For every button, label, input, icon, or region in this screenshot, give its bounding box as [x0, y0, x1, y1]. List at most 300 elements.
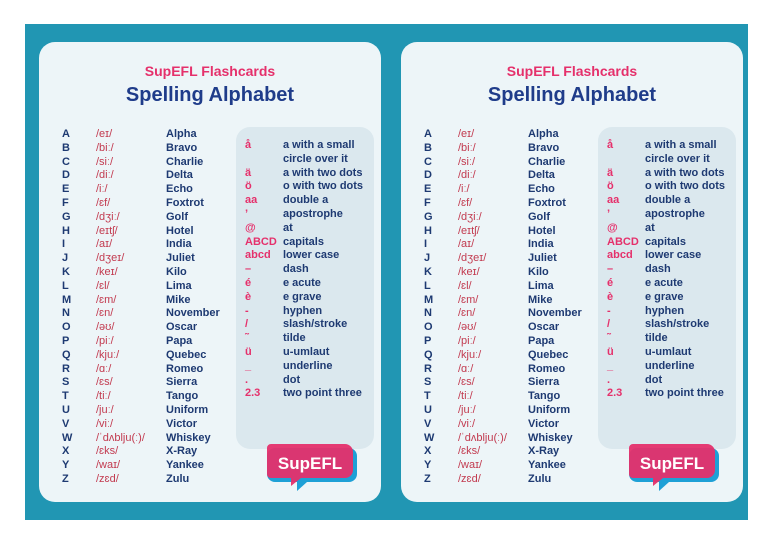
letter-cell: F — [424, 196, 431, 209]
symbol-cell: @ — [607, 221, 618, 234]
symbol-description: dot — [283, 373, 301, 386]
codeword-cell: X-Ray — [166, 445, 198, 458]
codeword-cell: Papa — [166, 334, 193, 347]
letter-cell: B — [62, 141, 70, 154]
phonetic-cell: /piː/ — [96, 334, 114, 347]
symbol-cell: aa — [607, 194, 620, 207]
symbol-cell: è — [245, 290, 252, 303]
symbol-description: tilde — [645, 332, 668, 345]
flashcard-left — [39, 42, 381, 502]
codeword-cell: India — [166, 238, 192, 251]
phonetic-cell: /eɪtʃ/ — [96, 224, 118, 237]
logo-text: SupEFL — [639, 454, 705, 473]
symbol-row — [607, 360, 737, 374]
alphabet-row — [424, 376, 594, 390]
phonetic-cell: /diː/ — [96, 169, 114, 182]
symbol-description: dash — [645, 263, 671, 276]
symbol-description: at — [645, 221, 655, 234]
symbols-list — [245, 139, 375, 401]
symbol-row — [245, 291, 375, 305]
codeword-cell: Victor — [528, 417, 559, 430]
codeword-cell: Lima — [528, 279, 554, 292]
symbol-description: apostrophe — [645, 207, 705, 220]
letter-cell: I — [62, 238, 66, 251]
letter-cell: D — [62, 169, 70, 182]
phonetic-cell: /ɛn/ — [96, 307, 114, 320]
alphabet-row — [424, 156, 594, 170]
phonetic-cell: /biː/ — [458, 141, 476, 154]
phonetic-cell: /dʒiː/ — [458, 210, 482, 223]
alphabet-row — [424, 211, 594, 225]
symbol-description: hyphen — [645, 304, 685, 317]
letter-cell: C — [424, 155, 432, 168]
codeword-cell: Yankee — [166, 459, 204, 472]
phonetic-cell: /viː/ — [96, 417, 114, 430]
symbol-row — [245, 318, 375, 332]
letter-cell: R — [62, 362, 70, 375]
symbol-row — [245, 305, 375, 319]
codeword-cell: Uniform — [528, 403, 571, 416]
alphabet-row — [62, 156, 232, 170]
phonetic-cell: /viː/ — [458, 417, 476, 430]
codeword-cell: Charlie — [528, 155, 566, 168]
codeword-cell: Alpha — [528, 128, 559, 140]
phonetic-cell: /biː/ — [96, 141, 114, 154]
codeword-cell: Kilo — [528, 265, 549, 278]
symbol-row — [245, 360, 375, 374]
symbol-row — [245, 194, 375, 208]
alphabet-row — [62, 307, 232, 321]
phonetic-cell: /ɛm/ — [458, 293, 479, 306]
symbol-row — [607, 291, 737, 305]
letter-cell: H — [424, 224, 432, 237]
phonetic-cell: /ɛf/ — [96, 196, 111, 209]
symbol-row — [245, 153, 375, 167]
letter-cell: M — [62, 293, 72, 306]
alphabet-row — [424, 294, 594, 308]
codeword-cell: Juliet — [166, 252, 195, 265]
symbol-description: circle over it — [283, 152, 348, 165]
symbol-description: lower case — [645, 249, 702, 262]
brand-label: SupEFL Flashcards — [144, 63, 276, 79]
codeword-cell: Delta — [528, 169, 555, 182]
phonetic-cell: /siː/ — [96, 155, 114, 168]
symbol-row — [607, 374, 737, 388]
alphabet-row — [62, 445, 232, 459]
phonetic-cell: /zɛd/ — [458, 472, 481, 485]
symbol-description: u-umlaut — [645, 345, 692, 358]
letter-cell: E — [62, 183, 70, 196]
symbol-cell: ABCD — [245, 235, 277, 248]
symbol-cell: ABCD — [607, 235, 639, 248]
codeword-cell: Uniform — [166, 403, 209, 416]
letter-cell: X — [62, 445, 70, 458]
letter-cell: W — [424, 431, 435, 444]
phonetic-cell: /eɪ/ — [458, 128, 475, 140]
letter-cell: E — [424, 183, 432, 196]
letter-cell: Z — [62, 472, 69, 485]
symbol-row — [607, 180, 737, 194]
letter-cell: I — [424, 238, 428, 251]
symbol-row — [245, 167, 375, 181]
symbol-description: a with a small — [645, 139, 717, 151]
symbol-description: e acute — [283, 276, 321, 289]
letter-cell: N — [424, 307, 432, 320]
symbol-cell: ü — [245, 345, 252, 358]
letter-cell: A — [424, 128, 432, 140]
symbol-cell: ˜ — [245, 332, 249, 345]
phonetic-cell: /ɑː/ — [458, 362, 474, 375]
codeword-cell: Sierra — [528, 376, 560, 389]
letter-cell: J — [424, 252, 431, 265]
phonetic-cell: /ɛs/ — [96, 376, 113, 389]
phonetic-cell: /juː/ — [96, 403, 114, 416]
symbol-cell: 2.3 — [245, 387, 261, 400]
letter-cell: W — [62, 431, 73, 444]
symbol-cell: - — [245, 304, 249, 317]
symbol-description: tilde — [283, 332, 306, 345]
symbol-cell: ö — [607, 180, 614, 193]
phonetic-cell: /aɪ/ — [458, 238, 475, 251]
symbol-description: two point three — [645, 387, 724, 400]
alphabet-row — [62, 294, 232, 308]
phonetic-cell: /ɛl/ — [458, 279, 472, 292]
symbol-description: at — [283, 221, 293, 234]
phonetic-cell: /siː/ — [458, 155, 476, 168]
symbol-cell: . — [245, 373, 249, 386]
letter-cell: Y — [424, 459, 432, 472]
alphabet-row — [424, 349, 594, 363]
letter-cell: D — [424, 169, 432, 182]
symbols-panel — [598, 127, 736, 449]
codeword-cell: Hotel — [166, 224, 194, 237]
codeword-cell: Whiskey — [528, 431, 573, 444]
alphabet-row — [62, 321, 232, 335]
letter-cell: T — [62, 390, 69, 403]
codeword-cell: India — [528, 238, 554, 251]
symbol-row — [607, 208, 737, 222]
codeword-cell: Alpha — [166, 128, 197, 140]
symbol-cell: 2.3 — [607, 387, 623, 400]
alphabet-row — [62, 211, 232, 225]
codeword-cell: Lima — [166, 279, 192, 292]
alphabet-row — [424, 473, 594, 487]
alphabet-row — [62, 280, 232, 294]
alphabet-list — [62, 128, 232, 487]
alphabet-row — [424, 321, 594, 335]
alphabet-row — [62, 473, 232, 487]
phonetic-cell: /ˈdʌblju(ː)/ — [458, 431, 507, 444]
codeword-cell: Sierra — [166, 376, 198, 389]
codeword-cell: Quebec — [528, 348, 569, 361]
codeword-cell: Golf — [528, 210, 550, 223]
alphabet-row — [424, 225, 594, 239]
codeword-cell: Mike — [166, 293, 191, 306]
alphabet-row — [62, 404, 232, 418]
symbol-description: lower case — [283, 249, 340, 262]
codeword-cell: Oscar — [166, 321, 198, 334]
symbol-row — [245, 277, 375, 291]
symbol-row — [607, 167, 737, 181]
codeword-cell: Foxtrot — [166, 196, 204, 209]
letter-cell: A — [62, 128, 70, 140]
symbol-cell: – — [607, 263, 614, 276]
letter-cell: N — [62, 307, 70, 320]
symbol-row — [245, 208, 375, 222]
symbols-list — [607, 139, 737, 401]
symbol-description: capitals — [645, 235, 686, 248]
symbol-cell: ä — [245, 166, 252, 179]
symbols-panel — [236, 127, 374, 449]
letter-cell: H — [62, 224, 70, 237]
phonetic-cell: /waɪ/ — [96, 459, 121, 472]
letter-cell: P — [62, 334, 70, 347]
symbol-description: a with a small — [283, 139, 355, 151]
alphabet-list — [424, 128, 594, 487]
symbol-cell: é — [245, 276, 252, 289]
codeword-cell: Quebec — [166, 348, 207, 361]
symbol-cell: ö — [245, 180, 252, 193]
symbol-description: apostrophe — [283, 207, 343, 220]
phonetic-cell: /iː/ — [458, 183, 470, 196]
symbol-row — [245, 139, 375, 153]
phonetic-cell: /ɛf/ — [458, 196, 473, 209]
phonetic-cell: /ɛn/ — [458, 307, 476, 320]
letter-cell: V — [62, 417, 70, 430]
symbol-cell: abcd — [607, 249, 633, 262]
alphabet-row — [62, 363, 232, 377]
symbol-row — [607, 387, 737, 401]
symbol-description: a with two dots — [283, 166, 363, 179]
symbol-row — [245, 222, 375, 236]
symbol-row — [607, 139, 737, 153]
symbol-row — [607, 318, 737, 332]
alphabet-row — [62, 183, 232, 197]
letter-cell: Y — [62, 459, 70, 472]
codeword-cell: Yankee — [528, 459, 566, 472]
symbol-row — [245, 346, 375, 360]
phonetic-cell: /piː/ — [458, 334, 476, 347]
codeword-cell: Echo — [166, 183, 193, 196]
codeword-cell: Delta — [166, 169, 193, 182]
alphabet-row — [424, 307, 594, 321]
alphabet-row — [424, 128, 594, 142]
alphabet-row — [424, 252, 594, 266]
letter-cell: C — [62, 155, 70, 168]
alphabet-row — [62, 349, 232, 363]
codeword-cell: Romeo — [166, 362, 204, 375]
symbol-cell: è — [607, 290, 614, 303]
alphabet-row — [424, 445, 594, 459]
letter-cell: P — [424, 334, 432, 347]
codeword-cell: Echo — [528, 183, 555, 196]
phonetic-cell: /dʒiː/ — [96, 210, 120, 223]
phonetic-cell: /eɪ/ — [96, 128, 113, 140]
card-title: Spelling Alphabet — [487, 84, 657, 106]
phonetic-cell: /diː/ — [458, 169, 476, 182]
codeword-cell: Foxtrot — [528, 196, 566, 209]
codeword-cell: Zulu — [166, 472, 190, 485]
phonetic-cell: /zɛd/ — [96, 472, 119, 485]
symbol-description: a with two dots — [645, 166, 725, 179]
alphabet-row — [62, 432, 232, 446]
alphabet-row — [424, 390, 594, 404]
letter-cell: F — [62, 196, 69, 209]
symbol-row — [245, 374, 375, 388]
codeword-cell: Tango — [528, 390, 561, 403]
symbol-description: double a — [283, 194, 329, 207]
codeword-cell: November — [166, 307, 220, 320]
alphabet-row — [62, 238, 232, 252]
letter-cell: M — [424, 293, 434, 306]
symbol-cell: aa — [245, 194, 258, 207]
codeword-cell: Tango — [166, 390, 199, 403]
letter-cell: B — [424, 141, 432, 154]
symbol-description: e acute — [645, 276, 683, 289]
symbol-row — [245, 180, 375, 194]
alphabet-row — [424, 183, 594, 197]
alphabet-row — [424, 238, 594, 252]
symbol-cell: é — [607, 276, 614, 289]
phonetic-cell: /dʒeɪ/ — [458, 252, 487, 265]
phonetic-cell: /ˈdʌblju(ː)/ — [96, 431, 145, 444]
logo-text: SupEFL — [277, 454, 343, 473]
phonetic-cell: /ɛl/ — [96, 279, 110, 292]
symbol-cell: . — [607, 373, 611, 386]
symbol-row — [245, 387, 375, 401]
letter-cell: S — [424, 376, 432, 389]
symbol-cell: ä — [607, 166, 614, 179]
codeword-cell: Golf — [166, 210, 188, 223]
symbol-row — [245, 236, 375, 250]
phonetic-cell: /eɪtʃ/ — [458, 224, 480, 237]
codeword-cell: Papa — [528, 334, 555, 347]
alphabet-row — [424, 197, 594, 211]
phonetic-cell: /tiː/ — [458, 390, 473, 403]
alphabet-row — [424, 418, 594, 432]
letter-cell: Z — [424, 472, 431, 485]
symbol-cell: _ — [607, 359, 614, 372]
symbol-description: u-umlaut — [283, 345, 330, 358]
symbol-row — [607, 153, 737, 167]
codeword-cell: Whiskey — [166, 431, 211, 444]
symbol-row — [607, 263, 737, 277]
symbol-cell: å — [245, 139, 252, 151]
alphabet-row — [62, 169, 232, 183]
letter-cell: Q — [62, 348, 71, 361]
letter-cell: V — [424, 417, 432, 430]
codeword-cell: Zulu — [528, 472, 552, 485]
symbol-cell: _ — [245, 359, 252, 372]
symbol-description: slash/stroke — [645, 318, 710, 331]
phonetic-cell: /ɛks/ — [458, 445, 481, 458]
codeword-cell: Charlie — [166, 155, 204, 168]
symbol-row — [245, 263, 375, 277]
symbol-cell: ü — [607, 345, 614, 358]
symbol-row — [607, 194, 737, 208]
symbol-description: two point three — [283, 387, 362, 400]
letter-cell: U — [424, 403, 432, 416]
letter-cell: O — [62, 321, 71, 334]
alphabet-row — [62, 225, 232, 239]
letter-cell: T — [424, 390, 431, 403]
symbol-row — [607, 305, 737, 319]
symbol-description: e grave — [283, 290, 322, 303]
phonetic-cell: /əʊ/ — [96, 321, 115, 334]
symbol-cell: / — [245, 318, 249, 331]
codeword-cell: Bravo — [528, 141, 560, 154]
alphabet-row — [62, 390, 232, 404]
symbol-cell: ’ — [607, 207, 611, 220]
symbol-cell: @ — [245, 221, 256, 234]
letter-cell: S — [62, 376, 70, 389]
alphabet-row — [424, 142, 594, 156]
phonetic-cell: /juː/ — [458, 403, 476, 416]
symbol-description: capitals — [283, 235, 324, 248]
symbol-row — [607, 249, 737, 263]
phonetic-cell: /dʒeɪ/ — [96, 252, 125, 265]
codeword-cell: November — [528, 307, 582, 320]
card-title: Spelling Alphabet — [125, 84, 295, 106]
alphabet-row — [62, 418, 232, 432]
phonetic-cell: /əʊ/ — [458, 321, 477, 334]
symbol-description: hyphen — [283, 304, 323, 317]
codeword-cell: Hotel — [528, 224, 556, 237]
codeword-cell: Mike — [528, 293, 553, 306]
letter-cell: G — [424, 210, 433, 223]
supefl-logo — [629, 442, 719, 494]
phonetic-cell: /keɪ/ — [96, 265, 118, 278]
symbol-description: underline — [645, 359, 695, 372]
codeword-cell: Victor — [166, 417, 197, 430]
letter-cell: R — [424, 362, 432, 375]
flashcard-right — [401, 42, 743, 502]
letter-cell: O — [424, 321, 433, 334]
phonetic-cell: /iː/ — [96, 183, 108, 196]
symbol-row — [607, 236, 737, 250]
symbol-description: double a — [645, 194, 691, 207]
alphabet-row — [62, 128, 232, 142]
symbol-cell: abcd — [245, 249, 271, 262]
alphabet-row — [424, 432, 594, 446]
codeword-cell: Juliet — [528, 252, 557, 265]
alphabet-row — [424, 404, 594, 418]
phonetic-cell: /ɛs/ — [458, 376, 475, 389]
codeword-cell: Kilo — [166, 265, 187, 278]
symbol-description: o with two dots — [645, 180, 726, 193]
symbol-description: o with two dots — [283, 180, 364, 193]
alphabet-row — [62, 459, 232, 473]
symbol-description: slash/stroke — [283, 318, 348, 331]
phonetic-cell: /ɛks/ — [96, 445, 119, 458]
phonetic-cell: /kjuː/ — [458, 348, 482, 361]
letter-cell: K — [62, 265, 70, 278]
letter-cell: L — [424, 279, 431, 292]
alphabet-row — [62, 252, 232, 266]
alphabet-row — [62, 266, 232, 280]
letter-cell: X — [424, 445, 432, 458]
phonetic-cell: /aɪ/ — [96, 238, 113, 251]
phonetic-cell: /kjuː/ — [96, 348, 120, 361]
symbol-row — [607, 332, 737, 346]
alphabet-row — [424, 363, 594, 377]
symbol-cell: - — [607, 304, 611, 317]
alphabet-row — [62, 197, 232, 211]
symbol-cell: – — [245, 263, 252, 276]
phonetic-cell: /tiː/ — [96, 390, 111, 403]
codeword-cell: Oscar — [528, 321, 560, 334]
alphabet-row — [424, 266, 594, 280]
